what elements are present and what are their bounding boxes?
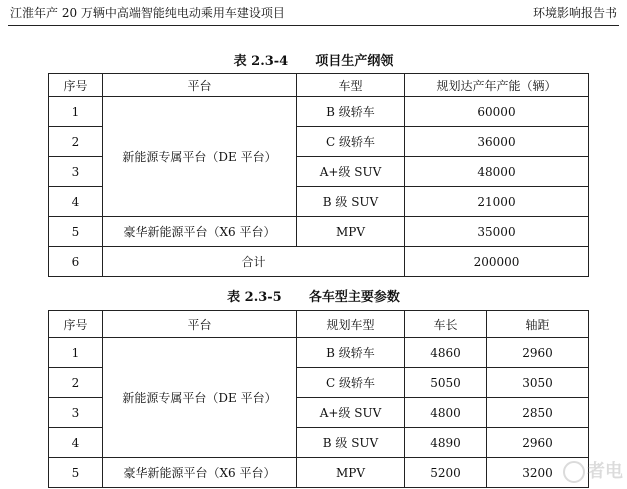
capacity-cell: 21000 (405, 187, 589, 217)
capacity-cell: 36000 (405, 127, 589, 157)
model-cell: B 级 SUV (297, 187, 405, 217)
total-label: 合计 (103, 247, 405, 277)
row-number: 6 (49, 247, 103, 277)
model-cell: B 级轿车 (297, 338, 405, 368)
watermark-logo-icon (563, 461, 585, 483)
header-cell: 平台 (103, 311, 297, 338)
length-cell: 4860 (405, 338, 487, 368)
vehicle-parameters-table (48, 310, 589, 488)
row-number: 1 (49, 97, 103, 127)
row-number: 1 (49, 338, 103, 368)
length-cell: 5200 (405, 458, 487, 488)
row-number: 3 (49, 398, 103, 428)
header-cell: 轴距 (487, 311, 589, 338)
production-program-table (48, 73, 589, 277)
table1-caption: 表 2.3-4 项目生产纲领 (233, 54, 394, 69)
row-number: 5 (49, 217, 103, 247)
row-number: 4 (49, 187, 103, 217)
capacity-cell: 35000 (405, 217, 589, 247)
table-header-row (49, 74, 589, 97)
watermark (563, 459, 623, 485)
header-cell: 平台 (103, 74, 297, 97)
length-cell: 4800 (405, 398, 487, 428)
row-number: 4 (49, 428, 103, 458)
capacity-cell: 48000 (405, 157, 589, 187)
table-header-row (49, 311, 589, 338)
platform-cell: 豪华新能源平台（X6 平台） (103, 217, 297, 247)
row-number: 3 (49, 157, 103, 187)
length-cell: 5050 (405, 368, 487, 398)
model-cell: C 级轿车 (297, 127, 405, 157)
header-cell: 序号 (49, 74, 103, 97)
header-cell: 规划达产年产能（辆） (405, 74, 589, 97)
table-row (49, 458, 589, 488)
length-cell: 4890 (405, 428, 487, 458)
table-row (49, 217, 589, 247)
wheelbase-cell: 2960 (487, 428, 589, 458)
header-divider (8, 25, 619, 26)
total-value: 200000 (405, 247, 589, 277)
model-cell: A+级 SUV (297, 157, 405, 187)
table-row (49, 338, 589, 368)
row-number: 5 (49, 458, 103, 488)
platform-cell: 豪华新能源平台（X6 平台） (103, 458, 297, 488)
model-cell: A+级 SUV (297, 398, 405, 428)
platform-cell: 新能源专属平台（DE 平台） (103, 97, 297, 217)
header-project-title: 江淮年产 20 万辆中高端智能纯电动乘用车建设项目 (10, 6, 285, 20)
row-number: 2 (49, 127, 103, 157)
table2-caption: 表 2.3-5 各车型主要参数 (227, 290, 400, 305)
wheelbase-cell: 2960 (487, 338, 589, 368)
header-cell: 序号 (49, 311, 103, 338)
header-cell: 车长 (405, 311, 487, 338)
model-cell: B 级轿车 (297, 97, 405, 127)
table-row (49, 97, 589, 127)
platform-cell: 新能源专属平台（DE 平台） (103, 338, 297, 458)
model-cell: B 级 SUV (297, 428, 405, 458)
wheelbase-cell: 2850 (487, 398, 589, 428)
model-cell: C 级轿车 (297, 368, 405, 398)
page-header (8, 4, 619, 22)
row-number: 2 (49, 368, 103, 398)
header-report-title: 环境影响报告书 (532, 6, 617, 20)
header-cell: 车型 (297, 74, 405, 97)
model-cell: MPV (297, 217, 405, 247)
total-row (49, 247, 589, 277)
capacity-cell: 60000 (405, 97, 589, 127)
model-cell: MPV (297, 458, 405, 488)
header-cell: 规划车型 (297, 311, 405, 338)
wheelbase-cell: 3200 (487, 458, 589, 488)
watermark-text: 者电 (587, 461, 623, 482)
wheelbase-cell: 3050 (487, 368, 589, 398)
